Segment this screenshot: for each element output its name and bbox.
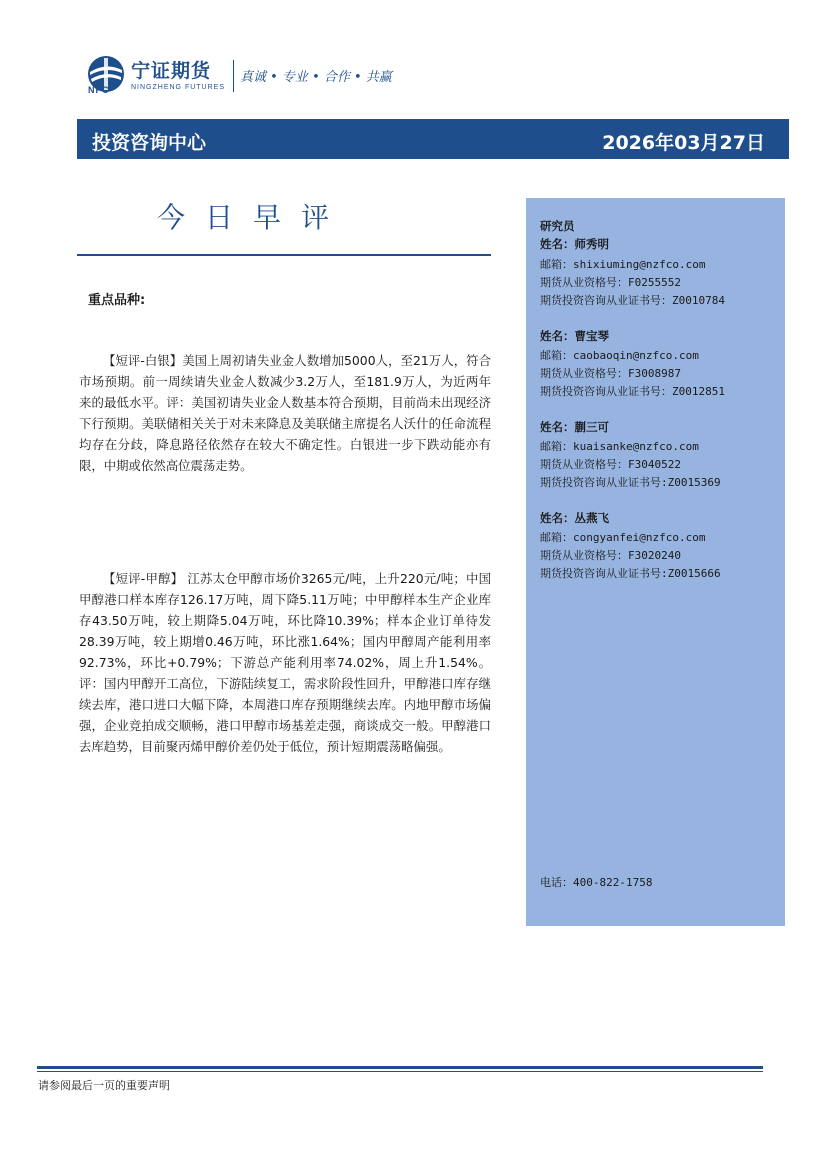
researcher-futures-license: 期货从业资格号：F3020240 (540, 549, 681, 562)
title-divider (77, 254, 491, 256)
researcher-futures-license: 期货从业资格号：F0255552 (540, 276, 681, 289)
sidebar-heading: 研究员 (540, 219, 575, 233)
researcher-consult-license: 期货投资咨询从业证书号:Z0015369 (540, 476, 721, 489)
footer-divider-thin (37, 1071, 763, 1072)
footer-divider (37, 1066, 763, 1069)
commentary-silver: 【短评-白银】美国上周初请失业金人数增加5000人，至21万人，符合市场预期。前一周续请失业金人数减少3.2万人，至181.9万人，为近两年来的最低水平。评：美国初请失业金人数基本符合预期，目前尚未出现经济下行预期。美联储相关关于对未来降息及美联储主席提名人沃什的任命流程均存在分歧，降息路径依然存在较大不确定性。白银进一步下跌动能亦有限，中期或依然高位震荡走势。 (79, 353, 491, 473)
logo-divider (233, 60, 234, 92)
commentary-methanol: 【短评-甲醇】 江苏太仓甲醇市场价3265元/吨，上升220元/吨；中国甲醇港口样本库存126.17万吨，周下降5.11万吨；中甲醇样本生产企业库存43.50万吨，较上期降5.04万吨，环比降10.39%；样本企业订单待发28.39万吨，较上期增0.46万吨，环比涨1.64%；国内甲醇周产能利用率92.73%，环比+0.79%；下游总产能利用率74.02%，周上升1.54%。评：国内甲醇开工高位，下游陆续复工，需求阶段性回升，甲醇港口库存继续去库，港口进口大幅下降，本周港口库存预期继续去库。内地甲醇市场偏强，企业竞拍成交顺畅，港口甲醇市场基差走强，商谈成交一般。甲醇港口去库趋势，目前聚丙烯甲醇价差仍处于低位，预计短期震荡略偏强。 (79, 571, 491, 754)
researcher-futures-license: 期货从业资格号：F3040522 (540, 458, 681, 471)
disclaimer-note: 请参阅最后一页的重要声明 (38, 1079, 170, 1092)
researcher-consult-license: 期货投资咨询从业证书号：Z0010784 (540, 294, 725, 307)
researcher-futures-license: 期货从业资格号：F3008987 (540, 367, 681, 380)
company-motto: 真诚 • 专业 • 合作 • 共赢 (240, 70, 392, 85)
researcher-name: 姓名：蒯三可 (540, 420, 609, 434)
logo-company-name-en: NINGZHENG FUTURES (131, 84, 225, 91)
title-bar (77, 119, 789, 159)
researcher-sidebar (526, 198, 785, 926)
researcher-consult-license: 期货投资咨询从业证书号：Z0012851 (540, 385, 725, 398)
section-heading: 重点品种: (88, 293, 146, 308)
researcher-email[interactable]: 邮箱：caobaoqin@nzfco.com (540, 349, 699, 362)
researcher-name: 姓名：曹宝琴 (540, 329, 609, 343)
contact-phone: 电话：400-822-1758 (540, 876, 653, 889)
report-date: 2026年03月27日 (602, 132, 765, 154)
researcher-email[interactable]: 邮箱：congyanfei@nzfco.com (540, 531, 706, 544)
department-name: 投资咨询中心 (92, 132, 207, 154)
logo-company-name: 宁证期货 (131, 60, 212, 82)
researcher-consult-license: 期货投资咨询从业证书号:Z0015666 (540, 567, 721, 580)
researcher-email[interactable]: 邮箱：shixiuming@nzfco.com (540, 258, 706, 271)
researcher-name: 姓名：师秀明 (540, 237, 609, 251)
report-title: 今日早评 (157, 201, 350, 234)
researcher-name: 姓名：丛燕飞 (540, 511, 609, 525)
logo-abbreviation: NFC (88, 85, 110, 95)
researcher-email[interactable]: 邮箱：kuaisanke@nzfco.com (540, 440, 699, 453)
